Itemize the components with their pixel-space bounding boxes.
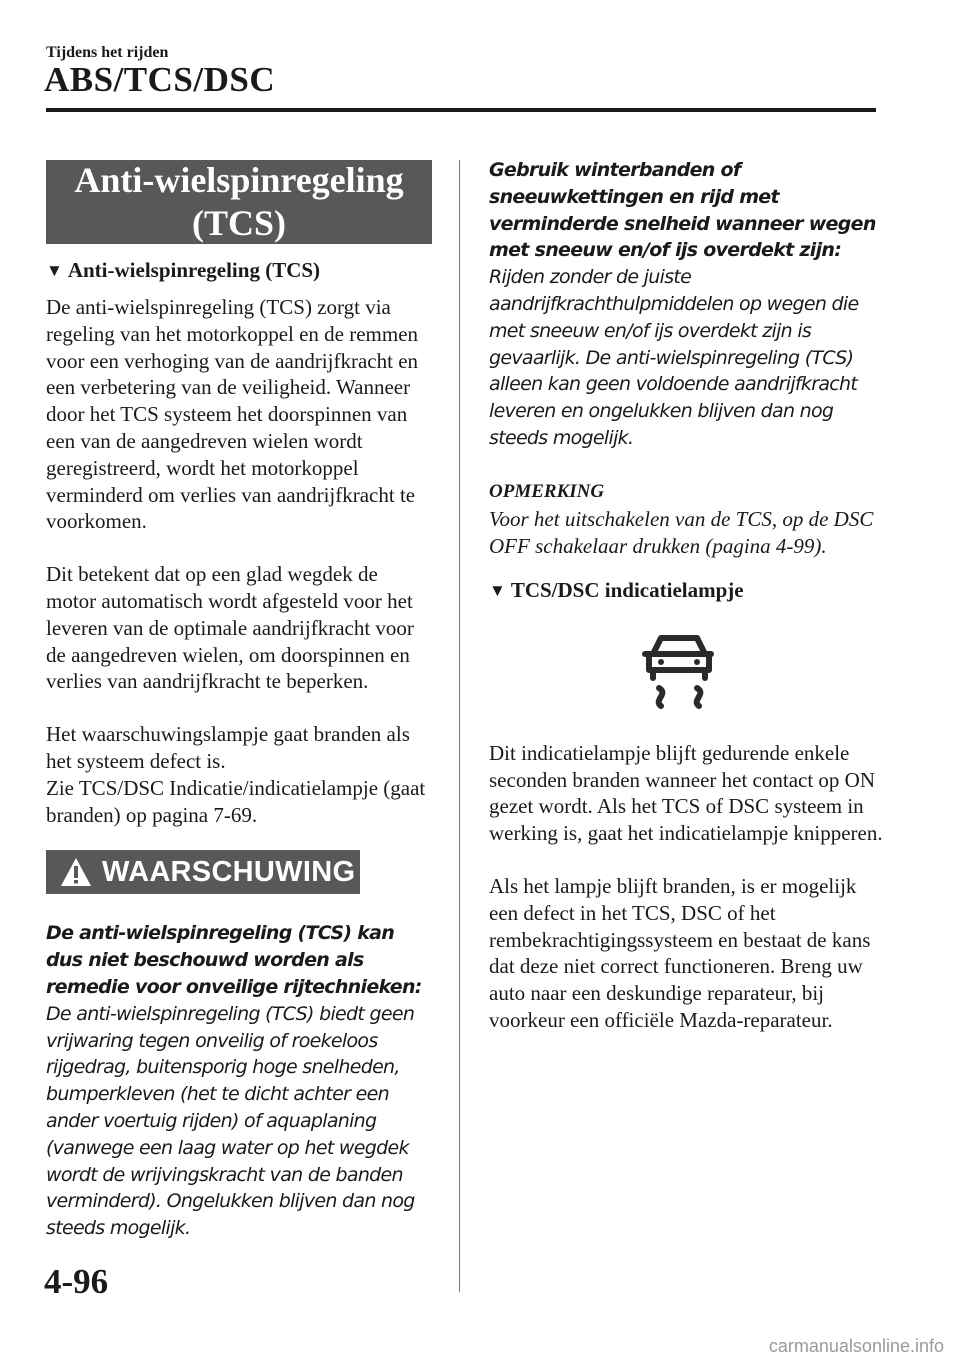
left-column (46, 160, 432, 1242)
warning-text-left: De anti-wielspinregeling (TCS) biedt geen vrijwaring tegen onveilig of roekeloos rijgedrag, buitensporig hoge snelheden, bumperkleven (het te dicht achter een ander voertuig rijden) of aquaplaning (vanwege een laag water op het wegdek wordt de wrijvingskracht van de banden verminderd). Ongelukken blijven dan nog steeds mogelijk. (46, 1002, 415, 1240)
warning-title-left: De anti-wielspinregeling (TCS) kan dus niet beschouwd worden als remedie voor onveilige rijtechnieken: (46, 922, 422, 998)
warning-title-right: Gebruik winterbanden of sneeuwkettingen en rijd met verminderde snelheid wanneer wegen met sneeuw en/of ijs overdekt zijn: (489, 159, 876, 262)
chapter-label: Tijdens het rijden (46, 44, 169, 61)
warning-label: WAARSCHUWING (102, 855, 356, 888)
title-box (46, 160, 432, 244)
subhead-indicator-label: TCS/DSC indicatielampje (510, 577, 744, 602)
paragraph: Als het lampje blijft branden, is er mogelijk een defect in het TCS, DSC of het rembekrachtigingssysteem en bestaat de kans dat deze niet correct functioneren. Breng uw auto naar een deskundige reparateur, bij voorkeur een officiële Mazda-reparateur. (489, 873, 871, 1032)
column-divider (459, 160, 460, 1292)
note-text: Voor het uitschakelen van de TCS, op de DSC OFF schakelaar drukken (pagina 4-99). (489, 506, 874, 558)
page-number: 4-96 (44, 1262, 109, 1301)
header-rule (46, 108, 876, 112)
tcs-skid-car-icon (639, 632, 719, 716)
right-column (489, 160, 889, 1060)
subhead-indicator (489, 576, 889, 606)
triangle-down-icon: ▼ (489, 580, 506, 600)
section-title: ABS/TCS/DSC (44, 60, 276, 99)
triangle-down-icon: ▼ (46, 261, 63, 280)
paragraph: Dit indicatielampje blijft gedurende enkele seconden branden wanneer het contact op ON gezet wordt. Als het TCS of DSC systeem in werking is, gaat het indicatielampje knipperen. (489, 740, 883, 846)
subhead-tcs-label: Anti-wielspinregeling (TCS) (67, 258, 321, 282)
note-head: OPMERKING (489, 480, 605, 502)
warning-text-right: Rijden zonder de juiste aandrijfkrachthulpmiddelen op wegen die met sneeuw en/of ijs overdekt zijn is gevaarlijk. De anti-wielspinregeling (TCS) alleen kan geen voldoende aandrijfkracht leveren en ongelukken blijven dan nog steeds mogelijk. (489, 266, 859, 449)
warning-box (46, 850, 360, 894)
subhead-tcs (46, 256, 432, 286)
paragraph: Dit betekent dat op een glad wegdek de motor automatisch wordt afgesteld voor het leveren van de optimale aandrijfkracht voor de aangedreven wielen, om doorspinnen en verlies van aandrijfkracht te beperken. (46, 562, 414, 694)
title-line-2: (TCS) (191, 203, 286, 243)
paragraph: Het waarschuwingslampje gaat branden als het systeem defect is. (46, 722, 410, 773)
paragraph: De anti-wielspinregeling (TCS) zorgt via regeling van het motorkoppel en de remmen voor een verhoging van de aandrijfkracht en een verbetering van de veiligheid. Wanneer door het TCS systeem het doorspinnen van een van de aangedreven wielen wordt geregistreerd, wordt het motorkoppel verminderd om verlies van aandrijfkracht te voorkomen. (46, 295, 419, 534)
warning-triangle-icon (60, 857, 92, 887)
watermark: carmanualsonline.info (768, 1336, 944, 1356)
title-line-1: Anti-wielspinregeling (74, 160, 404, 200)
paragraph: Zie TCS/DSC Indicatie/indicatielampje (gaat branden) op pagina 7-69. (46, 775, 426, 827)
